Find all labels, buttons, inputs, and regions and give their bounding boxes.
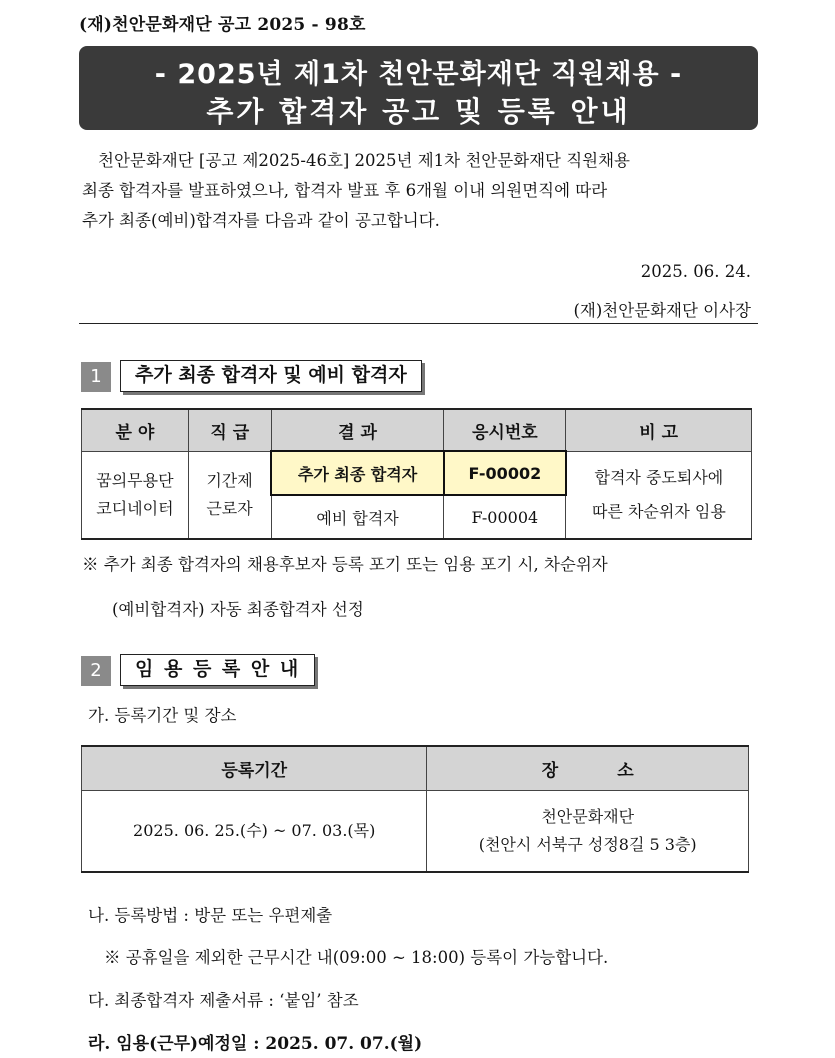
section-title: 임 용 등 록 안 내 <box>120 654 315 686</box>
sub-heading: 나. 등록방법 : 방문 또는 우편제출 <box>88 906 333 925</box>
header-applicant-number: 응시번호 <box>444 409 566 451</box>
note: ※ 공휴일을 제외한 근무시간 내(09:00 ~ 18:00) 등록이 가능합니다. <box>104 948 609 967</box>
intro-line: 추가 최종(예비)합격자를 다음과 같이 공고합니다. <box>82 211 440 230</box>
remark-cell <box>566 451 752 539</box>
grade-line: 근로자 <box>206 498 253 518</box>
note: ※ 추가 최종 합격자의 채용후보자 등록 포기 또는 임용 포기 시, 차순위자 <box>82 555 608 574</box>
result-cell: 추가 최종 합격자 <box>271 451 444 495</box>
table-row <box>82 451 752 495</box>
header-grade: 직 급 <box>188 409 271 451</box>
result-cell: 예비 합격자 <box>271 495 444 539</box>
place-cell <box>427 790 749 872</box>
remark-line: 따른 차순위자 임용 <box>591 501 726 521</box>
field-cell <box>82 451 189 539</box>
remark-line: 합격자 중도퇴사에 <box>594 467 724 487</box>
sub-heading: 라. 임용(근무)예정일 : 2025. 07. 07.(월) <box>88 1034 423 1054</box>
section-title: 추가 최종 합격자 및 예비 합격자 <box>120 360 422 392</box>
notice-date: 2025. 06. 24. <box>640 262 751 281</box>
header-remark: 비 고 <box>566 409 752 451</box>
divider <box>79 323 758 324</box>
table-header-row <box>82 409 752 451</box>
title-banner <box>79 46 758 130</box>
place-line: (천안시 서북구 성정8길 5 3층) <box>478 834 697 854</box>
issuer: (재)천안문화재단 이사장 <box>573 301 751 320</box>
table-row <box>82 790 749 872</box>
period-cell: 2025. 06. 25.(수) ~ 07. 03.(목) <box>82 790 427 872</box>
header-result: 결 과 <box>271 409 444 451</box>
table-header-row <box>82 746 749 790</box>
applicant-number-cell: F-00002 <box>444 451 566 495</box>
applicant-number-cell: F-00004 <box>444 495 566 539</box>
notice-number: (재)천안문화재단 공고 2025 - 98호 <box>79 15 366 35</box>
sub-heading: 다. 최종합격자 제출서류 : ‘붙임’ 참조 <box>88 991 359 1010</box>
note-continued: (예비합격자) 자동 최종합격자 선정 <box>112 600 364 619</box>
intro-line: 최종 합격자를 발표하였으나, 합격자 발표 후 6개월 이내 의원면직에 따라 <box>82 181 608 200</box>
intro-line: 천안문화재단 [공고 제2025-46호] 2025년 제1차 천안문화재단 직원채용 <box>98 151 630 170</box>
intro-paragraph <box>82 146 754 236</box>
section-number: 2 <box>81 656 111 686</box>
section-number: 1 <box>81 362 111 392</box>
header-period: 등록기간 <box>82 746 427 790</box>
field-line: 코디네이터 <box>96 498 174 518</box>
grade-line: 기간제 <box>206 470 253 490</box>
place-line: 천안문화재단 <box>541 806 635 826</box>
header-field: 분 야 <box>82 409 189 451</box>
grade-cell <box>188 451 271 539</box>
header-place: 장 소 <box>427 746 749 790</box>
title-line2: 추가 합격자 공고 및 등록 안내 <box>206 95 631 128</box>
registration-table <box>81 745 749 873</box>
title-line1: - 2025년 제1차 천안문화재단 직원채용 - <box>154 59 683 90</box>
sub-heading: 가. 등록기간 및 장소 <box>88 706 237 725</box>
field-line: 꿈의무용단 <box>96 470 174 490</box>
finalist-table <box>81 408 752 540</box>
